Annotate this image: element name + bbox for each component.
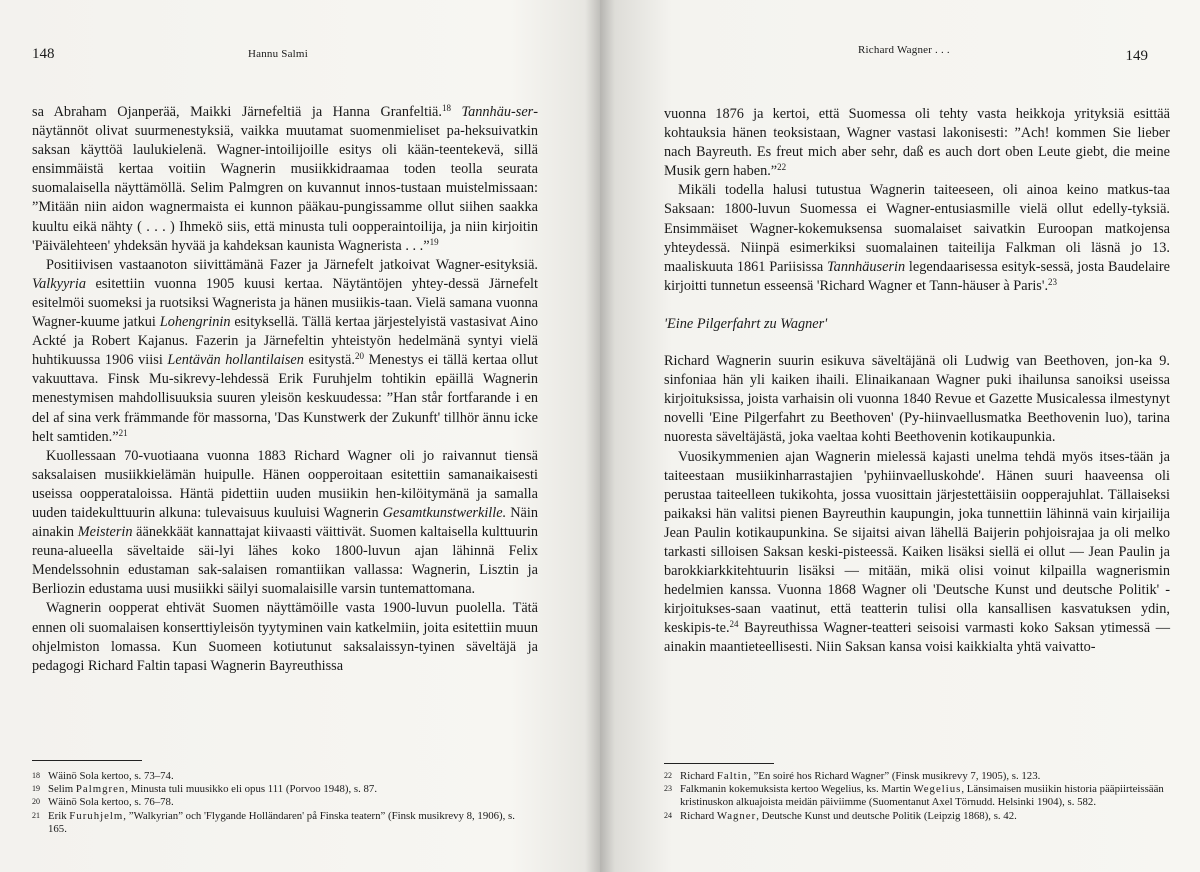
footnote bbox=[32, 810, 532, 836]
footnotes bbox=[664, 770, 1170, 823]
footnote bbox=[32, 783, 532, 796]
paragraph: Positiivisen vastaanoton siivittämänä Fazer ja Järnefelt jatkoivat Wagner-esityksiä. Valkyyria esitettiin vuonna 1905 kuusi kertaa. Näytäntöjen yhtey-dessä Järnefelt esitelmöi suomeksi ja ruotsiksi Wagnerista ja hänen musiikis-taan. Vielä samana vuonna Wagner-kuume jatkui Lohengrinin esityksellä. Tällä kertaa järjestelyistä vastasivat Aino Ackté ja Robert Kajanus. Fazerin ja Järnefeltin yhteistyön hedelmänä syntyi vielä huhtikuussa 1906 viisi Lentävän hollantilaisen esitystä.$^{20}$ Menestys ei tällä kertaa ollut vakuuttava. Finsk Mu-sikrevy-lehdessä Erik Furuhjelm tohtikin epäillä Wagnerin menestymisen mahdollisuuksia suuren yleisön keskuudessa: ”Han står fortfarande i en del af sina verk främmande för massorna, 'Das Kunstwerk der Zukunft' tillhör ännu icke helt samtiden.”$^{21}$ bbox=[32, 256, 538, 445]
paragraph: vuonna 1876 ja kertoi, että Suomessa oli tehty vasta heikkoja yrityksiä esittää kohtauksia hänen teoksistaan, Wagner vastasi lakonisesti: ”Ach! kommen Sie lieber nach Bayreuth. Es freut mich aber sehr, daß es auch dort oben Leute giebt, die meine Musik gern haben.”$^{22}$ bbox=[664, 106, 1170, 180]
footnote-text: Selim Palmgren, Minusta tuli muusikko eli opus 111 (Porvoo 1948), s. 87. bbox=[48, 783, 378, 796]
footnotes bbox=[32, 770, 532, 836]
page-number: 148 bbox=[32, 46, 55, 62]
running-head: Richard Wagner . . . bbox=[858, 44, 950, 56]
body-text bbox=[664, 105, 1170, 658]
page-number: 149 bbox=[1125, 48, 1148, 64]
right-page bbox=[600, 0, 1200, 872]
footnote-number: 18 bbox=[32, 771, 40, 780]
footnote-number: 21 bbox=[32, 810, 40, 820]
footnote-text: Richard Faltin, ”En soiré hos Richard Wagner” (Finsk musikrevy 7, 1905), s. 123. bbox=[680, 770, 1041, 782]
footnote-number: 22 bbox=[664, 771, 672, 780]
footnote-number: 24 bbox=[664, 810, 672, 820]
footnote bbox=[664, 810, 1170, 823]
paragraph: Mikäli todella halusi tutustua Wagnerin taiteeseen, oli ainoa keino matkus-taa Saksaan: 1800-luvun Suomessa ei Wagner-entusiasmille vielä ollut edelly-tyksiä. Ensimmäiset Wagner-kokemuksensa suomalaiset saivatkin Euroopan matkojensa yhteydessä. Niinpä esimerkiksi suomalainen taiteilija Falkman oli läsnä jo 13. maaliskuuta 1861 Pariisissa Tannhäuserin legendaarisessa esityk-sessä, josta Baudelaire kirjoitti tunnetun esseensä 'Richard Wagner et Tann-häuser à Paris'.$^{23}$ bbox=[664, 182, 1170, 294]
footnote-number: 20 bbox=[32, 797, 40, 807]
footnote-text: Wäinö Sola kertoo, s. 73–74. bbox=[48, 770, 174, 782]
book-gutter-shadow bbox=[585, 0, 615, 872]
footnote-text: Richard Wagner, Deutsche Kunst und deutsche Politik (Leipzig 1868), s. 42. bbox=[680, 809, 1017, 822]
footnote bbox=[32, 796, 532, 809]
footnote-rule bbox=[32, 760, 142, 761]
footnote-rule bbox=[664, 763, 774, 764]
paragraph: Vuosikymmenien ajan Wagnerin mielessä kajasti unelma tehdä myös itses-tään ja taiteestaan musiikinharrastajien 'pyhiinvaelluskohde'. Hänen suuri haaveensa oli perustaa taiteelleen tukikohta, jossa vuosittain järjestettäisiin oopperajuhlat. Tällaiseksi paikaksi hän valitsi pienen Bayreuthin kaupungin, joka tunnettiin lähinnä vain kirjailija Jean Paulin kotikaupunkina. Se sijaitsi aivan lähellä Baijerin pohjoisrajaa ja oli melko tarkasti silloisen Saksan keski-pisteessä. Kaiken lisäksi siellä ei ollut — Jean Paulin ja barokkiarkkitehtuurin lisäksi — mitään, mikä olisi voinut kilpailla wagnerismin hedelmien kanssa. Vuonna 1868 Wagner oli 'Deutsche Kunst und deutsche Politik' -kirjoitukses-saan vaatinut, että teatterin tulisi olla kansallisen kasvatuksen ydin, keskipis-te.$^{24}$ Bayreuthissa Wagner-teatteri seisoisi varmasti koko Saksan ytimessä — ainakin maantieteellisesti. Niin Saksan kansa voisi kaikkialta yhtä vaivatto- bbox=[664, 448, 1170, 656]
paragraph: Richard Wagnerin suurin esikuva säveltäjänä oli Ludwig van Beethoven, jon-ka 9. sinfoniaa hän yli kaiken ihaili. Elinaikanaan Wagner puki ihailunsa sanoiksi useissa kirjoituksissa, joista varhaisin oli vuonna 1840 Revue et Gazette Musicalessa ilmestynyt novelli 'Eine Pilgerfahrt zu Beethoven' (Py-hiinvaellusmatka Beethovenin luo), tarina nuoresta säveltäjästä, joka vaeltaa kohti Beethovenin kotikaupunkia. bbox=[664, 353, 1170, 446]
footnote bbox=[32, 770, 532, 783]
paragraph: sa Abraham Ojanperää, Maikki Järnefeltiä ja Hanna Granfeltiä.$^{18}$ Tannhäu-ser-näytännöt olivat suurmenestyksiä, vaikka muutamat suomenmieliset pa-heksuivatkin saksan käyttöä laulukielenä. Wagner-intoilijoille esitys oli kään-teentekevä, sillä ensimmäistä kertaa voitiin Wagnerin musiikkidraamaa toden teolla seurata suomalaisella näyttämöllä. Selim Palmgren on kuvannut innos-tustaan muistelmissaan: ”Mitään niin aidon wagnermaista ei kunnon pääkau-pungissamme ollut siihen saakka kuultu eikä nähty ( . . . ) Ihmekö siis, että minusta tuli oopperaintoilija, ja niin kirjoitin 'Päivälehteen' yhdeksän hyvää ja kahdeksan kaunista Wagnerista . . .”$^{19}$ bbox=[32, 103, 538, 254]
footnote bbox=[664, 770, 1170, 783]
footnote bbox=[664, 783, 1170, 809]
paragraph: Wagnerin oopperat ehtivät Suomen näyttämöille vasta 1900-luvun puolella. Tätä ennen oli suomalaisen konserttiyleisön tyytyminen vain katkelmiin, joita esitettiin muun ohjelmiston lomassa. Kun Suomeen kotiutunut saksalaissyn-tyinen säveltäjä ja pedagogi Richard Faltin tapasi Wagnerin Bayreuthissa bbox=[32, 600, 538, 674]
footnote-text: Wäinö Sola kertoo, s. 76–78. bbox=[48, 796, 174, 809]
footnote-text: Erik Furuhjelm, ”Walkyrian” och 'Flygande Holländaren' på Finska teatern” (Finsk musikrevy 8, 1906), s. 165. bbox=[48, 809, 515, 835]
footnote-number: 19 bbox=[32, 784, 40, 794]
section-heading: 'Eine Pilgerfahrt zu Wagner' bbox=[664, 315, 828, 332]
footnote-text: Falkmanin kokemuksista kertoo Wegelius, ks. Martin Wegelius, Länsimaisen musiikin historia pääpiirteissään kristinuskon alkuajoista meidän päiviimme (Suomentanut Axel Törnudd. Helsinki 1904), s. 582. bbox=[680, 783, 1164, 809]
body-text bbox=[32, 103, 538, 676]
footnote-number: 23 bbox=[664, 784, 672, 794]
running-head: Hannu Salmi bbox=[248, 48, 308, 60]
paragraph: Kuollessaan 70-vuotiaana vuonna 1883 Richard Wagner oli jo raivannut tiensä saksalaisen musiikkielämän huipulle. Hänen oopperoitaan esitettiin samanaikaisesti useissa oopperataloissa. Häntä pidettiin uuden musiikin hen-kilöitymänä ja samalla uuden taidekulttuurin alkuna: tulevaisuus kuuluisi Wagnerin Gesamtkunstwerkille. Näin ainakin Meisterin äänekkäät kannattajat kiivaasti väittivät. Suomen kaltaisella kulttuurin reuna-alueella säveltaide säi-lyi lähes koko 1800-luvun ajan lähinnä Felix Mendelssohnin edustaman sak-salaisen romantiikan vallassa: Wagnerin, Lisztin ja Berliozin edustama uusi musiikki säilyi suomalaisille varsin tuntemattomana. bbox=[32, 447, 538, 598]
